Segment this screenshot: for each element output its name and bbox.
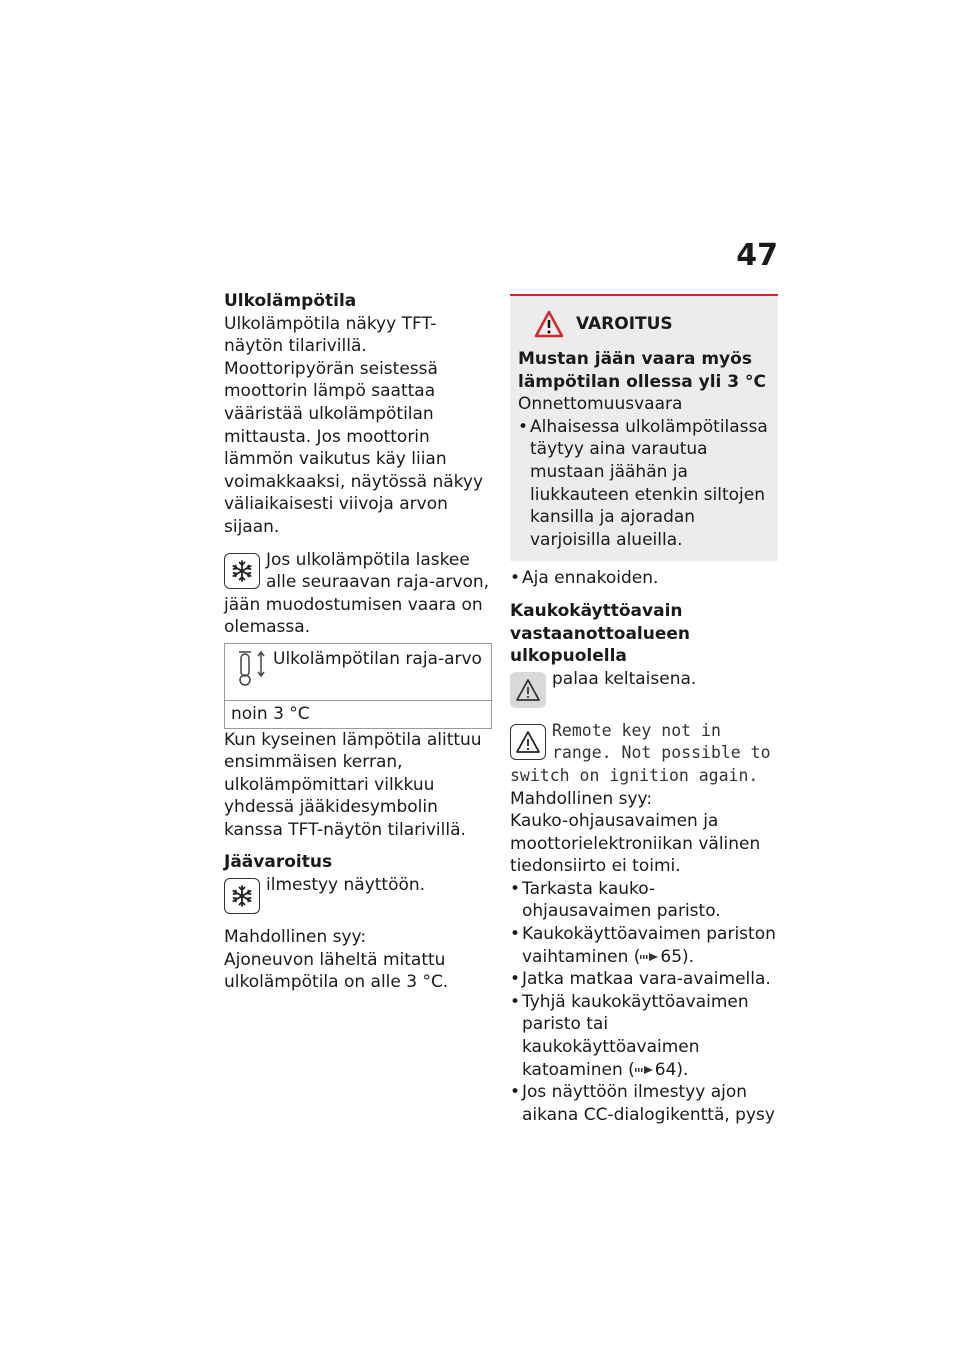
list-item-text: Tyhjä kaukokäyttöavaimen paristo tai kaukokäyttöavaimen katoaminen (: [522, 991, 749, 1080]
bullet-list: [510, 567, 778, 590]
list-item-text: Kaukokäyttöavaimen pariston vaihtaminen (: [522, 924, 776, 967]
page-reference: 65).: [660, 946, 695, 967]
thermometer-icon: [231, 648, 267, 688]
page-reference-arrow-icon: [640, 951, 660, 963]
warning-triangle-icon: [534, 310, 564, 338]
list-item: • Alhaisessa ulkolämpötilassa täytyy aina varautua mustaan jäähän ja liukkauteen etenkin siltojen kansilla ja ajoradan varjoisilla alueilla.: [518, 416, 770, 552]
paragraph: Ajoneuvon läheltä mitattu ulkolämpötila on alle 3 °C.: [224, 949, 449, 993]
page-number: 47: [736, 238, 778, 273]
paragraph: palaa keltaisena.: [552, 668, 697, 689]
paragraph: ilmestyy näyttöön.: [266, 875, 426, 896]
limit-table: [224, 643, 492, 729]
page-reference: 64).: [654, 1059, 689, 1080]
yellow-warning-line: [510, 668, 778, 710]
paragraph: Kauko-ohjausavaimen ja moottorielektroniikan välinen tiedonsiirto ei toimi.: [510, 811, 761, 877]
warning-box: [510, 294, 778, 561]
list-item: • Aja ennakoiden.: [510, 567, 778, 590]
heading-ulkolampotila: Ulkolämpötila: [224, 291, 357, 311]
frost-paragraph: [224, 549, 492, 639]
ice-warning-line: [224, 874, 492, 916]
limit-table-label: Ulkolämpötilan raja-arvo: [273, 648, 482, 669]
paragraph: Moottoripyörän seistessä moottorin lämpö saattaa vääristää ulkolämpötilan mittausta. Jos moottorin lämmön vaikutus käy liian voimakkaaksi, näytössä näkyy väliaikaisesti viivoja arvon sijaan.: [224, 358, 484, 537]
display-message-text: Remote key not in range. Not possible to switch on ignition again.: [510, 720, 771, 785]
display-message: [510, 720, 778, 788]
warning-title-text: VAROITUS: [576, 313, 673, 334]
warning-list: [518, 416, 770, 552]
warning-triangle-icon: [510, 724, 546, 760]
snowflake-icon: [224, 878, 260, 914]
warning-triangle-icon: [510, 672, 546, 708]
list-item: • Jatka matkaa vara-avaimella.: [510, 968, 778, 991]
list-item: • Jos näyttöön ilmestyy ajon aikana CC-dialogikenttä, pysy: [510, 1081, 778, 1126]
right-column: [510, 294, 778, 1126]
warning-title: [518, 310, 770, 338]
paragraph: Kun kyseinen lämpötila alittuu ensimmäisen kerran, ulkolämpömittari vilkkuu yhdessä jääkidesymbolin kanssa TFT-näytön tilarivillä.: [224, 729, 482, 840]
bullet-list: [510, 878, 778, 1127]
paragraph: Jos ulkolämpötila laskee alle seuraavan raja-arvon, jään muodostumisen vaara on olemassa.: [224, 549, 490, 638]
heading-jaavaroitus: Jäävaroitus: [224, 852, 333, 873]
paragraph: Mahdollinen syy:: [224, 927, 367, 948]
limit-table-header: [225, 644, 491, 701]
warning-heading: Mustan jään vaara myös lämpötilan ollessa yli 3 °C: [518, 349, 767, 392]
limit-table-value: noin 3 °C: [231, 703, 310, 724]
warning-sub: Onnettomuusvaara: [518, 394, 683, 415]
left-column: [224, 290, 492, 994]
list-item: [510, 991, 778, 1081]
paragraph: Ulkolämpötila näkyy TFT-näytön tilarivillä.: [224, 313, 437, 357]
page-reference-arrow-icon: [635, 1064, 655, 1076]
list-item: • Tarkasta kauko-ohjausavaimen paristo.: [510, 878, 778, 923]
heading-kaukokayttoavain: Kaukokäyttöavain vastaanottoalueen ulkopuolella: [510, 600, 691, 667]
snowflake-icon: [224, 553, 260, 589]
paragraph: Mahdollinen syy:: [510, 788, 653, 809]
list-item: [510, 923, 778, 968]
